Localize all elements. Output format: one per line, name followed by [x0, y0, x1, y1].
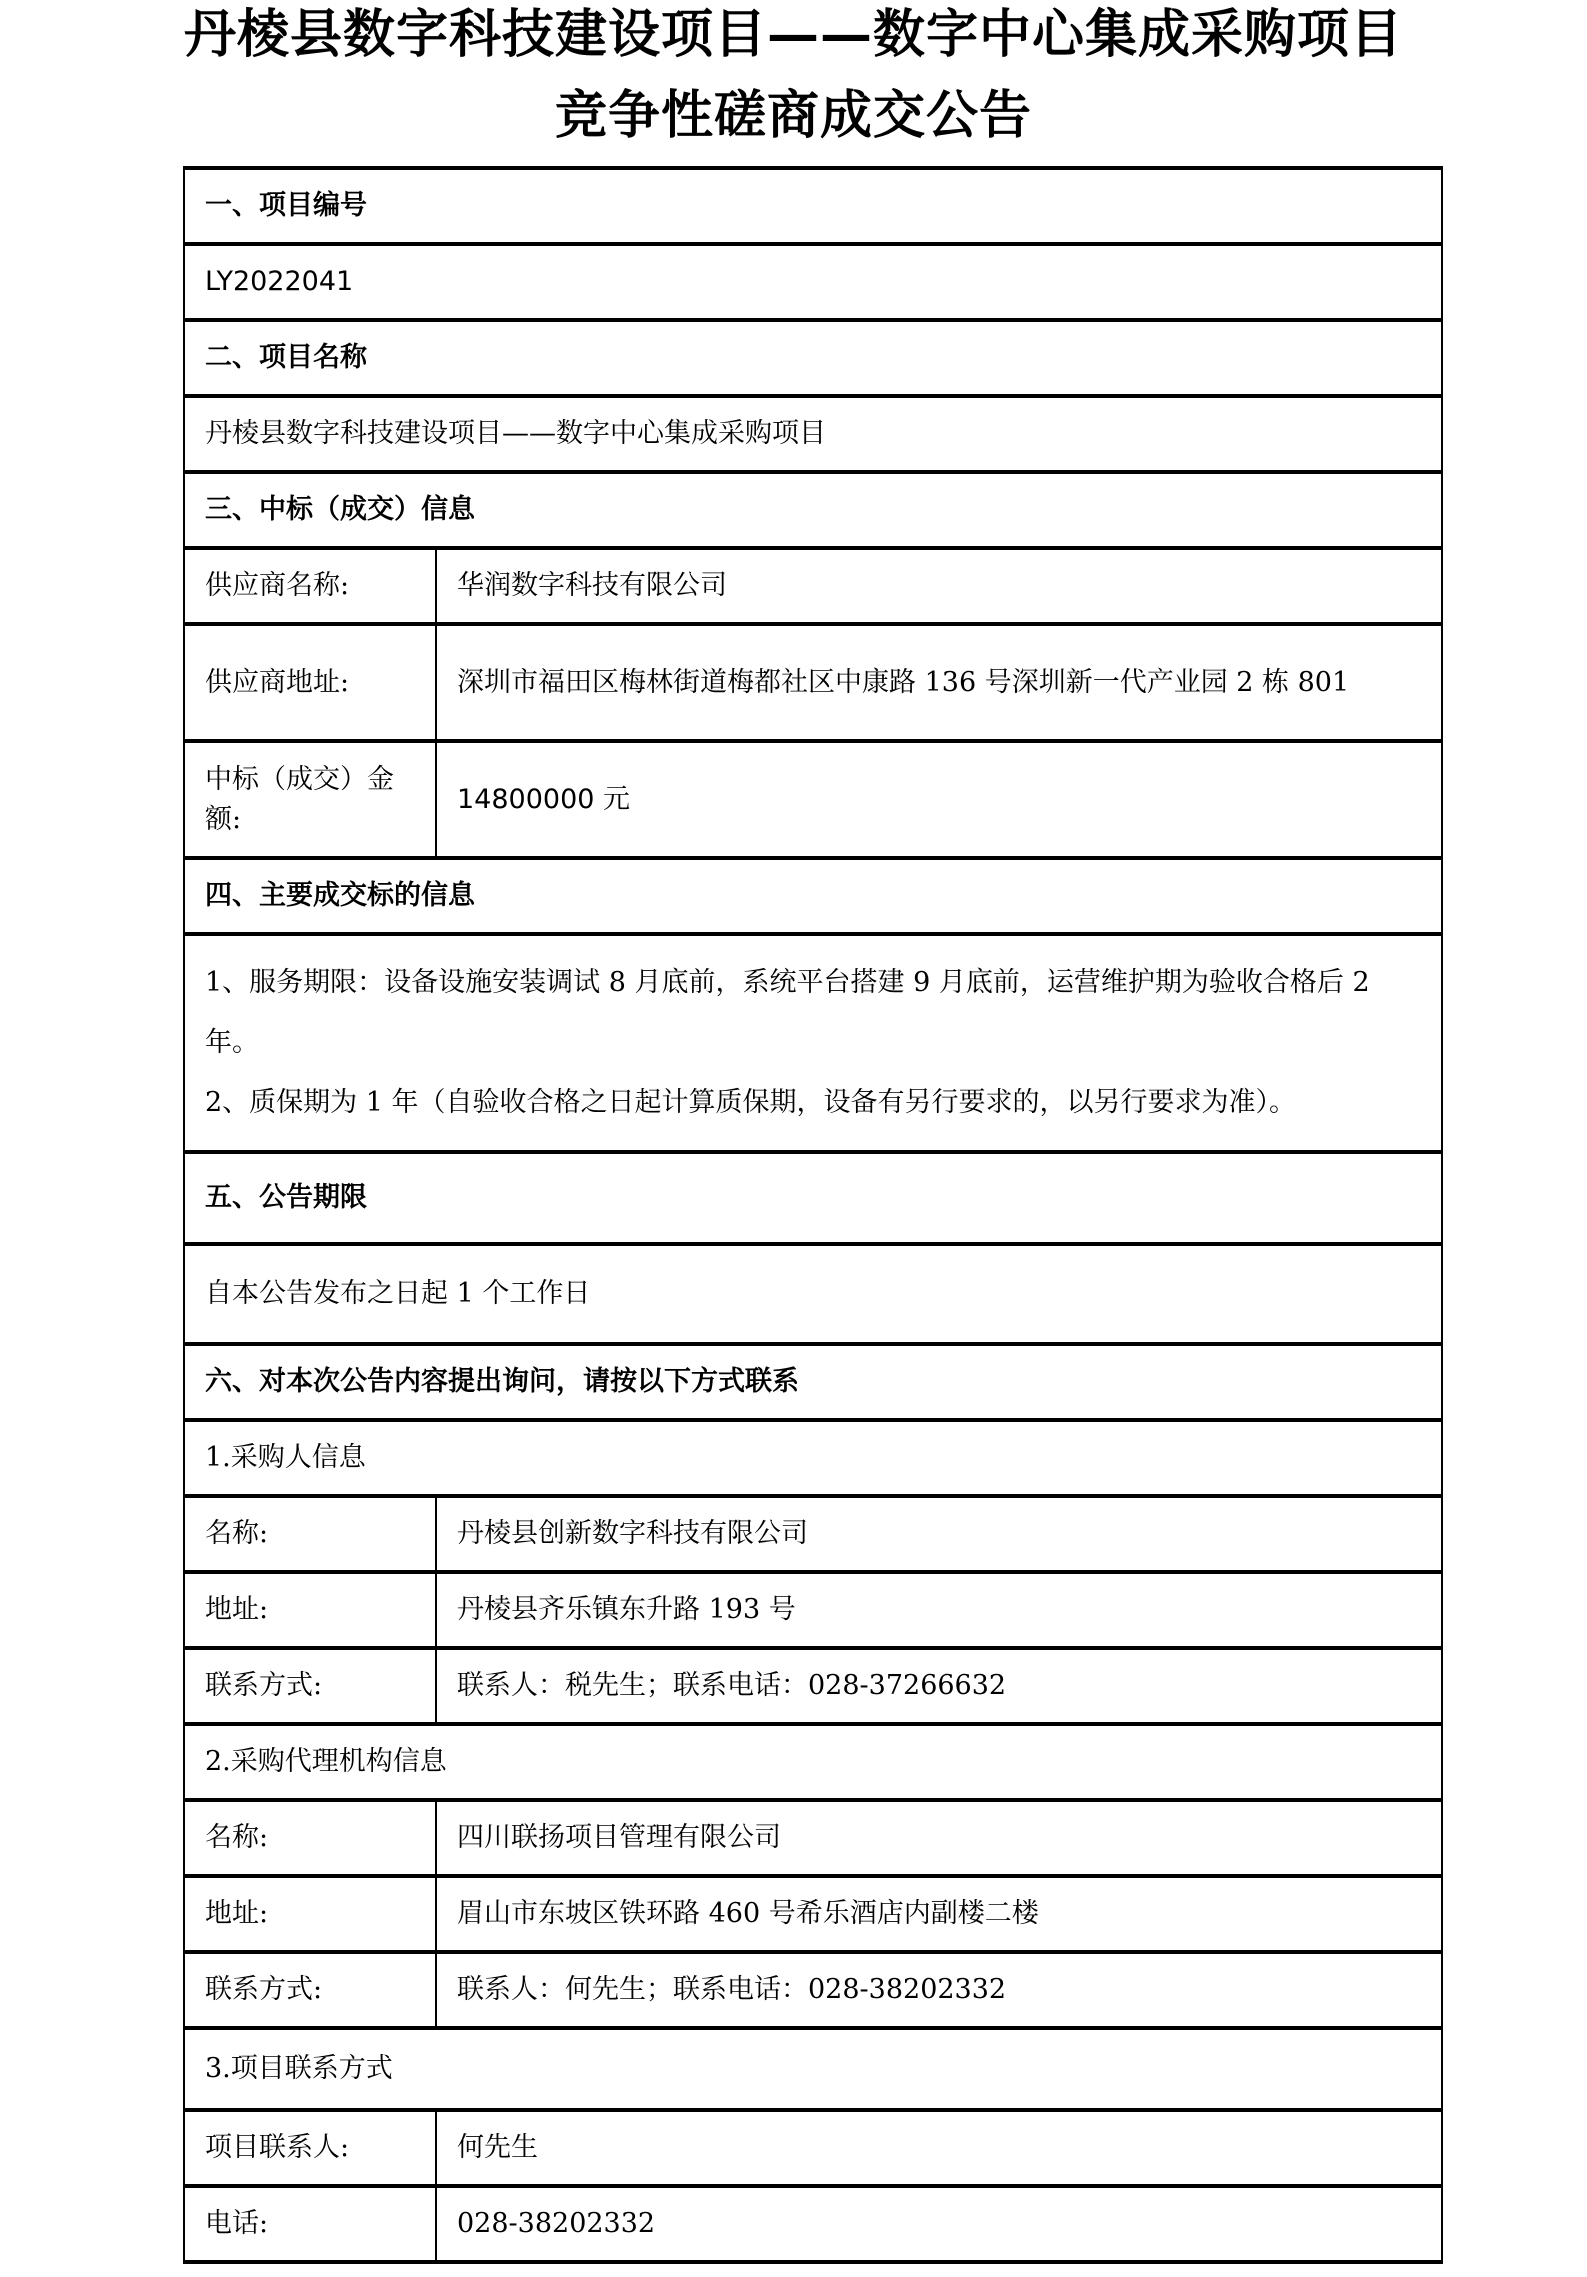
deal-detail-paragraph-2: 2、质保期为 1 年（自验收合格之日起计算质保期，设备有另行要求的，以另行要求为准）。 — [205, 1087, 1297, 1118]
supplier-address-label: 供应商地址: — [184, 624, 436, 741]
announcement-period-value: 自本公告发布之日起 1 个工作日 — [184, 1244, 1442, 1344]
agency-subsection-heading: 2.采购代理机构信息 — [184, 1724, 1442, 1800]
project-contact-person-label: 项目联系人: — [184, 2110, 436, 2186]
purchaser-name-label: 名称: — [184, 1496, 436, 1572]
project-name-value: 丹棱县数字科技建设项目——数字中心集成采购项目 — [184, 396, 1442, 472]
section-3-heading: 三、中标（成交）信息 — [184, 472, 1442, 548]
purchaser-contact-value: 联系人：税先生；联系电话：028-37266632 — [436, 1648, 1442, 1724]
document-title-line2: 竞争性磋商成交公告 — [554, 85, 1032, 146]
purchaser-subsection-heading: 1.采购人信息 — [184, 1420, 1442, 1496]
section-4-heading: 四、主要成交标的信息 — [184, 858, 1442, 934]
section-1-heading: 一、项目编号 — [184, 168, 1442, 244]
section-2-heading: 二、项目名称 — [184, 320, 1442, 396]
deal-detail-paragraph-1: 1、服务期限：设备设施安装调试 8 月底前，系统平台搭建 9 月底前，运营维护期为验收合格后 2 年。 — [205, 967, 1370, 1058]
agency-contact-value: 联系人：何先生；联系电话：028-38202332 — [436, 1952, 1442, 2028]
project-contact-phone-label: 电话: — [184, 2186, 436, 2262]
agency-name-value: 四川联扬项目管理有限公司 — [436, 1800, 1442, 1876]
supplier-name-value: 华润数字科技有限公司 — [436, 548, 1442, 624]
award-amount-value: 14800000 元 — [436, 741, 1442, 858]
agency-address-label: 地址: — [184, 1876, 436, 1952]
project-contact-subsection-heading: 3.项目联系方式 — [184, 2028, 1442, 2110]
agency-contact-label: 联系方式: — [184, 1952, 436, 2028]
document-title-line1: 丹棱县数字科技建设项目——数字中心集成采购项目 — [183, 4, 1403, 65]
agency-address-value: 眉山市东坡区铁环路 460 号希乐酒店内副楼二楼 — [436, 1876, 1442, 1952]
supplier-name-label: 供应商名称: — [184, 548, 436, 624]
section-6-heading: 六、对本次公告内容提出询问，请按以下方式联系 — [184, 1344, 1442, 1420]
section-5-heading: 五、公告期限 — [184, 1152, 1442, 1244]
project-number-value: LY2022041 — [184, 244, 1442, 320]
purchaser-address-label: 地址: — [184, 1572, 436, 1648]
supplier-address-value: 深圳市福田区梅林街道梅都社区中康路 136 号深圳新一代产业园 2 栋 801 — [436, 624, 1442, 741]
purchaser-address-value: 丹棱县齐乐镇东升路 193 号 — [436, 1572, 1442, 1648]
award-amount-label: 中标（成交）金额: — [184, 741, 436, 858]
project-contact-person-value: 何先生 — [436, 2110, 1442, 2186]
announcement-table — [183, 166, 1443, 2264]
agency-name-label: 名称: — [184, 1800, 436, 1876]
purchaser-contact-label: 联系方式: — [184, 1648, 436, 1724]
deal-details-cell — [184, 934, 1442, 1152]
purchaser-name-value: 丹棱县创新数字科技有限公司 — [436, 1496, 1442, 1572]
project-contact-phone-value: 028-38202332 — [436, 2186, 1442, 2262]
